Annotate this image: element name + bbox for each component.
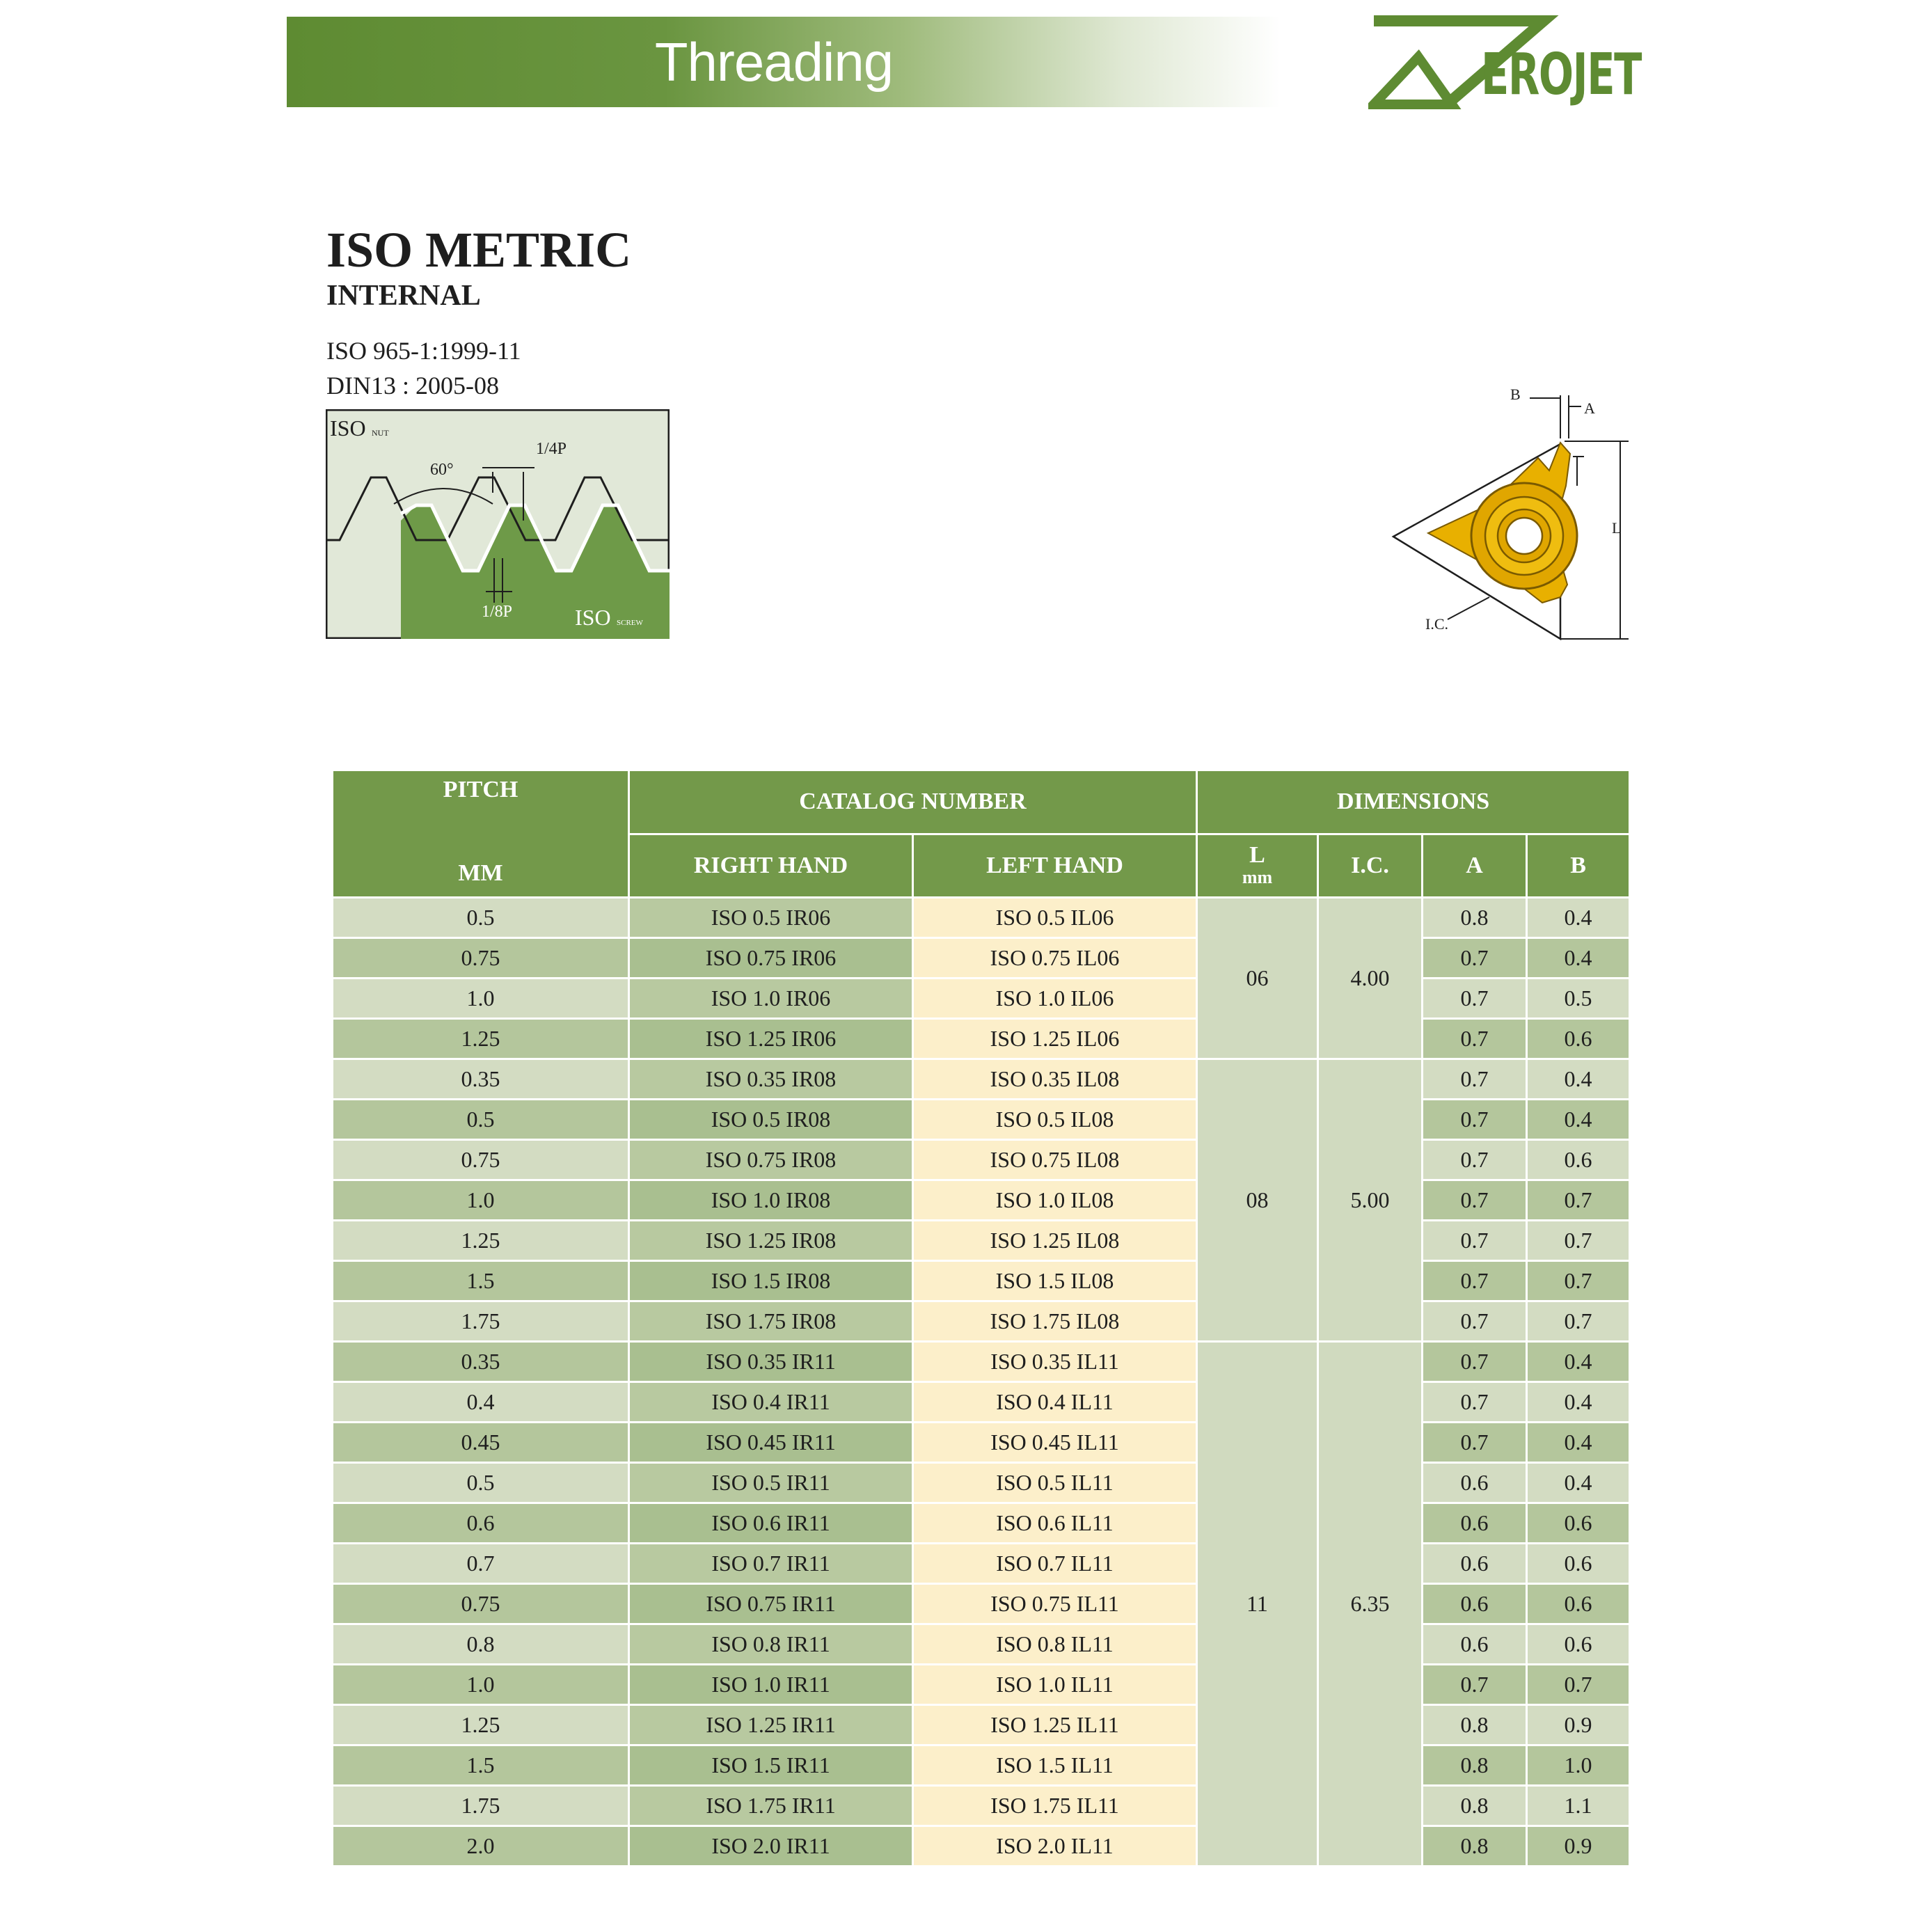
eighth-pitch-label: 1/8P (482, 603, 513, 621)
left-hand-catalog-cell: ISO 1.0 IL06 (913, 979, 1197, 1019)
b-cell: 0.9 (1527, 1705, 1630, 1745)
right-hand-catalog-cell: ISO 0.35 IR08 (629, 1059, 913, 1100)
left-hand-catalog-cell: ISO 1.75 IL08 (913, 1301, 1197, 1342)
angle-label: 60° (430, 461, 454, 479)
l-unit-label: mm (1242, 866, 1273, 887)
section-title: ISO METRIC (326, 222, 632, 278)
pitch-header (333, 770, 629, 898)
l-cell: 11 (1197, 1342, 1318, 1867)
b-cell: 0.4 (1527, 938, 1630, 979)
right-hand-catalog-cell: ISO 2.0 IR11 (629, 1826, 913, 1867)
b-cell: 1.1 (1527, 1786, 1630, 1826)
a-cell: 0.8 (1423, 1705, 1527, 1745)
ic-cell: 5.00 (1318, 1059, 1423, 1342)
right-hand-catalog-cell: ISO 0.5 IR08 (629, 1100, 913, 1140)
right-hand-catalog-cell: ISO 0.75 IR06 (629, 938, 913, 979)
iso-nut-label: ISO (330, 415, 366, 441)
a-cell: 0.7 (1423, 1100, 1527, 1140)
right-hand-catalog-cell: ISO 0.7 IR11 (629, 1544, 913, 1584)
left-hand-catalog-cell: ISO 1.5 IL11 (913, 1745, 1197, 1786)
b-cell: 0.6 (1527, 1140, 1630, 1180)
pitch-cell: 1.25 (333, 1221, 629, 1261)
b-cell: 0.7 (1527, 1261, 1630, 1301)
pitch-cell: 0.5 (333, 1463, 629, 1503)
left-hand-catalog-cell: ISO 1.25 IL11 (913, 1705, 1197, 1745)
section-subtitle: INTERNAL (326, 280, 481, 312)
pitch-cell: 0.8 (333, 1624, 629, 1665)
ic-header: I.C. (1318, 834, 1423, 898)
left-hand-catalog-cell: ISO 1.0 IL11 (913, 1665, 1197, 1705)
right-hand-catalog-cell: ISO 0.5 IR11 (629, 1463, 913, 1503)
threading-insert-diagram (1385, 381, 1642, 646)
b-cell: 0.4 (1527, 1100, 1630, 1140)
b-cell: 0.4 (1527, 1382, 1630, 1423)
table-row (333, 1463, 1630, 1503)
pitch-cell: 2.0 (333, 1826, 629, 1867)
pitch-cell: 1.5 (333, 1261, 629, 1301)
dim-ic-label: I.C. (1425, 615, 1448, 633)
table-row (333, 1544, 1630, 1584)
table-row (333, 1705, 1630, 1745)
left-hand-catalog-cell: ISO 0.8 IL11 (913, 1624, 1197, 1665)
left-hand-catalog-cell: ISO 0.75 IL06 (913, 938, 1197, 979)
b-cell: 0.6 (1527, 1019, 1630, 1059)
l-cell: 08 (1197, 1059, 1318, 1342)
table-row (333, 898, 1630, 938)
a-cell: 0.7 (1423, 1059, 1527, 1100)
pitch-cell: 0.35 (333, 1059, 629, 1100)
table-row (333, 1221, 1630, 1261)
left-hand-catalog-cell: ISO 0.5 IL06 (913, 898, 1197, 938)
b-cell: 0.7 (1527, 1180, 1630, 1221)
b-cell: 1.0 (1527, 1745, 1630, 1786)
right-hand-catalog-cell: ISO 0.35 IR11 (629, 1342, 913, 1382)
right-hand-catalog-cell: ISO 0.75 IR11 (629, 1584, 913, 1624)
b-cell: 0.4 (1527, 898, 1630, 938)
pitch-unit-label: MM (458, 860, 503, 886)
standard-din: DIN13 : 2005-08 (326, 372, 499, 399)
right-hand-catalog-cell: ISO 0.4 IR11 (629, 1382, 913, 1423)
a-cell: 0.8 (1423, 898, 1527, 938)
table-row (333, 1180, 1630, 1221)
right-hand-catalog-cell: ISO 0.8 IR11 (629, 1624, 913, 1665)
table-row (333, 1342, 1630, 1382)
a-cell: 0.7 (1423, 1180, 1527, 1221)
left-hand-catalog-cell: ISO 0.75 IL11 (913, 1584, 1197, 1624)
pitch-cell: 1.25 (333, 1019, 629, 1059)
l-header (1197, 834, 1318, 898)
table-row (333, 979, 1630, 1019)
a-cell: 0.6 (1423, 1624, 1527, 1665)
pitch-cell: 1.25 (333, 1705, 629, 1745)
dim-a-label: A (1584, 399, 1595, 417)
ic-cell: 4.00 (1318, 898, 1423, 1059)
right-hand-catalog-cell: ISO 1.25 IR11 (629, 1705, 913, 1745)
pitch-cell: 1.0 (333, 1180, 629, 1221)
pitch-cell: 0.35 (333, 1342, 629, 1382)
a-cell: 0.7 (1423, 1382, 1527, 1423)
a-cell: 0.7 (1423, 1665, 1527, 1705)
right-hand-catalog-cell: ISO 1.5 IR08 (629, 1261, 913, 1301)
table-row (333, 1059, 1630, 1100)
table-body (333, 898, 1630, 1867)
quarter-pitch-label: 1/4P (536, 440, 567, 458)
left-hand-catalog-cell: ISO 0.45 IL11 (913, 1423, 1197, 1463)
left-hand-catalog-cell: ISO 1.0 IL08 (913, 1180, 1197, 1221)
iso-nut-sub: NUT (372, 428, 389, 438)
a-cell: 0.8 (1423, 1745, 1527, 1786)
left-hand-catalog-cell: ISO 0.35 IL08 (913, 1059, 1197, 1100)
right-hand-catalog-cell: ISO 1.0 IR08 (629, 1180, 913, 1221)
a-cell: 0.7 (1423, 938, 1527, 979)
b-cell: 0.6 (1527, 1624, 1630, 1665)
left-hand-catalog-cell: ISO 1.75 IL11 (913, 1786, 1197, 1826)
table-row (333, 1745, 1630, 1786)
b-cell: 0.5 (1527, 979, 1630, 1019)
table-row (333, 1423, 1630, 1463)
pitch-cell: 0.5 (333, 898, 629, 938)
dimensions-header: DIMENSIONS (1197, 770, 1630, 834)
a-cell: 0.7 (1423, 1261, 1527, 1301)
a-cell: 0.8 (1423, 1786, 1527, 1826)
b-cell: 0.6 (1527, 1544, 1630, 1584)
left-hand-header: LEFT HAND (913, 834, 1197, 898)
right-hand-catalog-cell: ISO 1.5 IR11 (629, 1745, 913, 1786)
a-cell: 0.7 (1423, 1301, 1527, 1342)
b-cell: 0.4 (1527, 1463, 1630, 1503)
b-cell: 0.4 (1527, 1342, 1630, 1382)
b-cell: 0.6 (1527, 1503, 1630, 1544)
pitch-cell: 1.0 (333, 1665, 629, 1705)
table-row (333, 1624, 1630, 1665)
right-hand-catalog-cell: ISO 1.0 IR11 (629, 1665, 913, 1705)
logo-text: EROJET (1481, 42, 1641, 108)
b-cell: 0.7 (1527, 1665, 1630, 1705)
left-hand-catalog-cell: ISO 1.25 IL08 (913, 1221, 1197, 1261)
table-row (333, 1019, 1630, 1059)
a-cell: 0.7 (1423, 1423, 1527, 1463)
b-cell: 0.6 (1527, 1584, 1630, 1624)
pitch-cell: 0.6 (333, 1503, 629, 1544)
right-hand-catalog-cell: ISO 0.5 IR06 (629, 898, 913, 938)
table-row (333, 1382, 1630, 1423)
table-row (333, 938, 1630, 979)
b-cell: 0.7 (1527, 1221, 1630, 1261)
right-hand-catalog-cell: ISO 1.75 IR08 (629, 1301, 913, 1342)
right-hand-catalog-cell: ISO 1.0 IR06 (629, 979, 913, 1019)
left-hand-catalog-cell: ISO 2.0 IL11 (913, 1826, 1197, 1867)
dim-b-label: B (1510, 386, 1521, 403)
ic-cell: 6.35 (1318, 1342, 1423, 1867)
a-cell: 0.7 (1423, 979, 1527, 1019)
right-hand-catalog-cell: ISO 1.25 IR06 (629, 1019, 913, 1059)
pitch-cell: 1.75 (333, 1786, 629, 1826)
b-cell: 0.9 (1527, 1826, 1630, 1867)
left-hand-catalog-cell: ISO 0.6 IL11 (913, 1503, 1197, 1544)
thread-profile-diagram (326, 409, 670, 639)
catalog-header: CATALOG NUMBER (629, 770, 1197, 834)
b-cell: 0.4 (1527, 1059, 1630, 1100)
left-hand-catalog-cell: ISO 0.5 IL08 (913, 1100, 1197, 1140)
table-row (333, 1140, 1630, 1180)
table-row (333, 1301, 1630, 1342)
right-hand-catalog-cell: ISO 0.75 IR08 (629, 1140, 913, 1180)
left-hand-catalog-cell: ISO 1.5 IL08 (913, 1261, 1197, 1301)
pitch-cell: 1.0 (333, 979, 629, 1019)
left-hand-catalog-cell: ISO 0.75 IL08 (913, 1140, 1197, 1180)
table-row (333, 1826, 1630, 1867)
left-hand-catalog-cell: ISO 0.35 IL11 (913, 1342, 1197, 1382)
l-cell: 06 (1197, 898, 1318, 1059)
a-cell: 0.6 (1423, 1463, 1527, 1503)
right-hand-catalog-cell: ISO 1.25 IR08 (629, 1221, 913, 1261)
right-hand-catalog-cell: ISO 1.75 IR11 (629, 1786, 913, 1826)
left-hand-catalog-cell: ISO 0.4 IL11 (913, 1382, 1197, 1423)
table-row (333, 1665, 1630, 1705)
a-cell: 0.6 (1423, 1503, 1527, 1544)
pitch-cell: 0.5 (333, 1100, 629, 1140)
pitch-cell: 0.4 (333, 1382, 629, 1423)
a-cell: 0.6 (1423, 1544, 1527, 1584)
b-header: B (1527, 834, 1630, 898)
pitch-cell: 1.75 (333, 1301, 629, 1342)
pitch-cell: 0.7 (333, 1544, 629, 1584)
iso-screw-sub: SCREW (617, 619, 643, 627)
page-title: Threading Inserts (654, 31, 894, 183)
pitch-cell: 0.75 (333, 1140, 629, 1180)
b-cell: 0.4 (1527, 1423, 1630, 1463)
a-cell: 0.7 (1423, 1140, 1527, 1180)
a-header: A (1423, 834, 1527, 898)
pitch-cell: 0.75 (333, 1584, 629, 1624)
insert-spec-table (331, 769, 1631, 1867)
table-row (333, 1584, 1630, 1624)
b-cell: 0.7 (1527, 1301, 1630, 1342)
right-hand-catalog-cell: ISO 0.6 IR11 (629, 1503, 913, 1544)
left-hand-catalog-cell: ISO 1.25 IL06 (913, 1019, 1197, 1059)
standard-iso: ISO 965-1:1999-11 (326, 337, 521, 365)
header-banner (287, 17, 1281, 183)
pitch-cell: 1.5 (333, 1745, 629, 1786)
table-row (333, 1261, 1630, 1301)
iso-screw-label: ISO (575, 605, 611, 630)
right-hand-header: RIGHT HAND (629, 834, 913, 898)
dim-l-label: L (1612, 519, 1622, 537)
a-cell: 0.8 (1423, 1826, 1527, 1867)
pitch-cell: 0.75 (333, 938, 629, 979)
left-hand-catalog-cell: ISO 0.7 IL11 (913, 1544, 1197, 1584)
a-cell: 0.7 (1423, 1019, 1527, 1059)
right-hand-catalog-cell: ISO 0.45 IR11 (629, 1423, 913, 1463)
table-row (333, 1503, 1630, 1544)
a-cell: 0.7 (1423, 1342, 1527, 1382)
pitch-header-label: PITCH (443, 777, 518, 802)
left-hand-catalog-cell: ISO 0.5 IL11 (913, 1463, 1197, 1503)
l-header-label: L (1249, 841, 1265, 868)
table-row (333, 1786, 1630, 1826)
a-cell: 0.7 (1423, 1221, 1527, 1261)
a-cell: 0.6 (1423, 1584, 1527, 1624)
pitch-cell: 0.45 (333, 1423, 629, 1463)
table-row (333, 1100, 1630, 1140)
